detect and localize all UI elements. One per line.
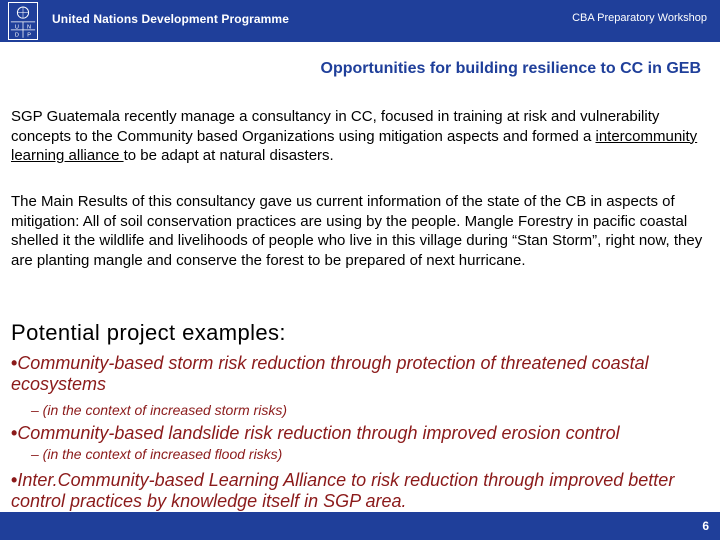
paragraph-1-end: to be adapt at natural disasters. xyxy=(123,147,334,164)
paragraph-results: The Main Results of this consultancy gave us current information of the state of the CB in aspects of mitigation: All of soil conservation practices are using by the people. Mangle Forestry in pacific coastal shelled it the wildlife and livelihoods of people who live in this village during “Stan Storm”, right now, they are planting mangle and conserve the forest to be prepared of next hurricane. xyxy=(11,193,703,269)
bullet-icon: • xyxy=(11,423,18,443)
paragraph-1-text: SGP Guatemala recently manage a consultancy in CC, focused in training at risk and vulnerability concepts to the Community based Organizations using mitigation aspects and formed a xyxy=(11,108,660,145)
svg-text:D: D xyxy=(14,32,19,39)
paragraph-consultancy xyxy=(11,107,711,166)
page-number: 6 xyxy=(702,519,709,533)
bullet-text: Community-based landslide risk reduction through improved erosion control xyxy=(17,423,620,443)
bullet-item xyxy=(11,423,711,444)
bullet-icon: • xyxy=(11,353,18,373)
bullet-icon: • xyxy=(11,470,18,490)
section-heading: Potential project examples: xyxy=(11,320,286,345)
bullet-text: Community-based storm risk reduction through protection of threatened coastal ecosystems xyxy=(11,353,649,394)
undp-emblem-icon xyxy=(9,3,37,39)
sub-bullet: – (in the context of increased storm risks) xyxy=(31,402,287,418)
svg-text:U: U xyxy=(14,24,19,31)
bullet-item xyxy=(11,353,711,395)
header-bar xyxy=(0,0,720,42)
svg-text:P: P xyxy=(27,32,31,39)
bullet-item xyxy=(11,470,711,512)
org-name: United Nations Development Programme xyxy=(52,12,289,26)
workshop-label: CBA Preparatory Workshop xyxy=(572,12,707,24)
undp-logo xyxy=(8,2,38,40)
learning-alliance-text: intercommunity learning alliance xyxy=(11,127,698,164)
slide-title: Opportunities for building resilience to CC in GEB xyxy=(320,60,701,77)
footer-bar xyxy=(0,512,720,540)
svg-text:N: N xyxy=(27,24,32,31)
bullet-text: Inter.Community-based Learning Alliance to risk reduction through improved better control practices by knowledge itself in SGP area. xyxy=(11,470,675,511)
sub-bullet: – (in the context of increased flood risks) xyxy=(31,446,283,462)
